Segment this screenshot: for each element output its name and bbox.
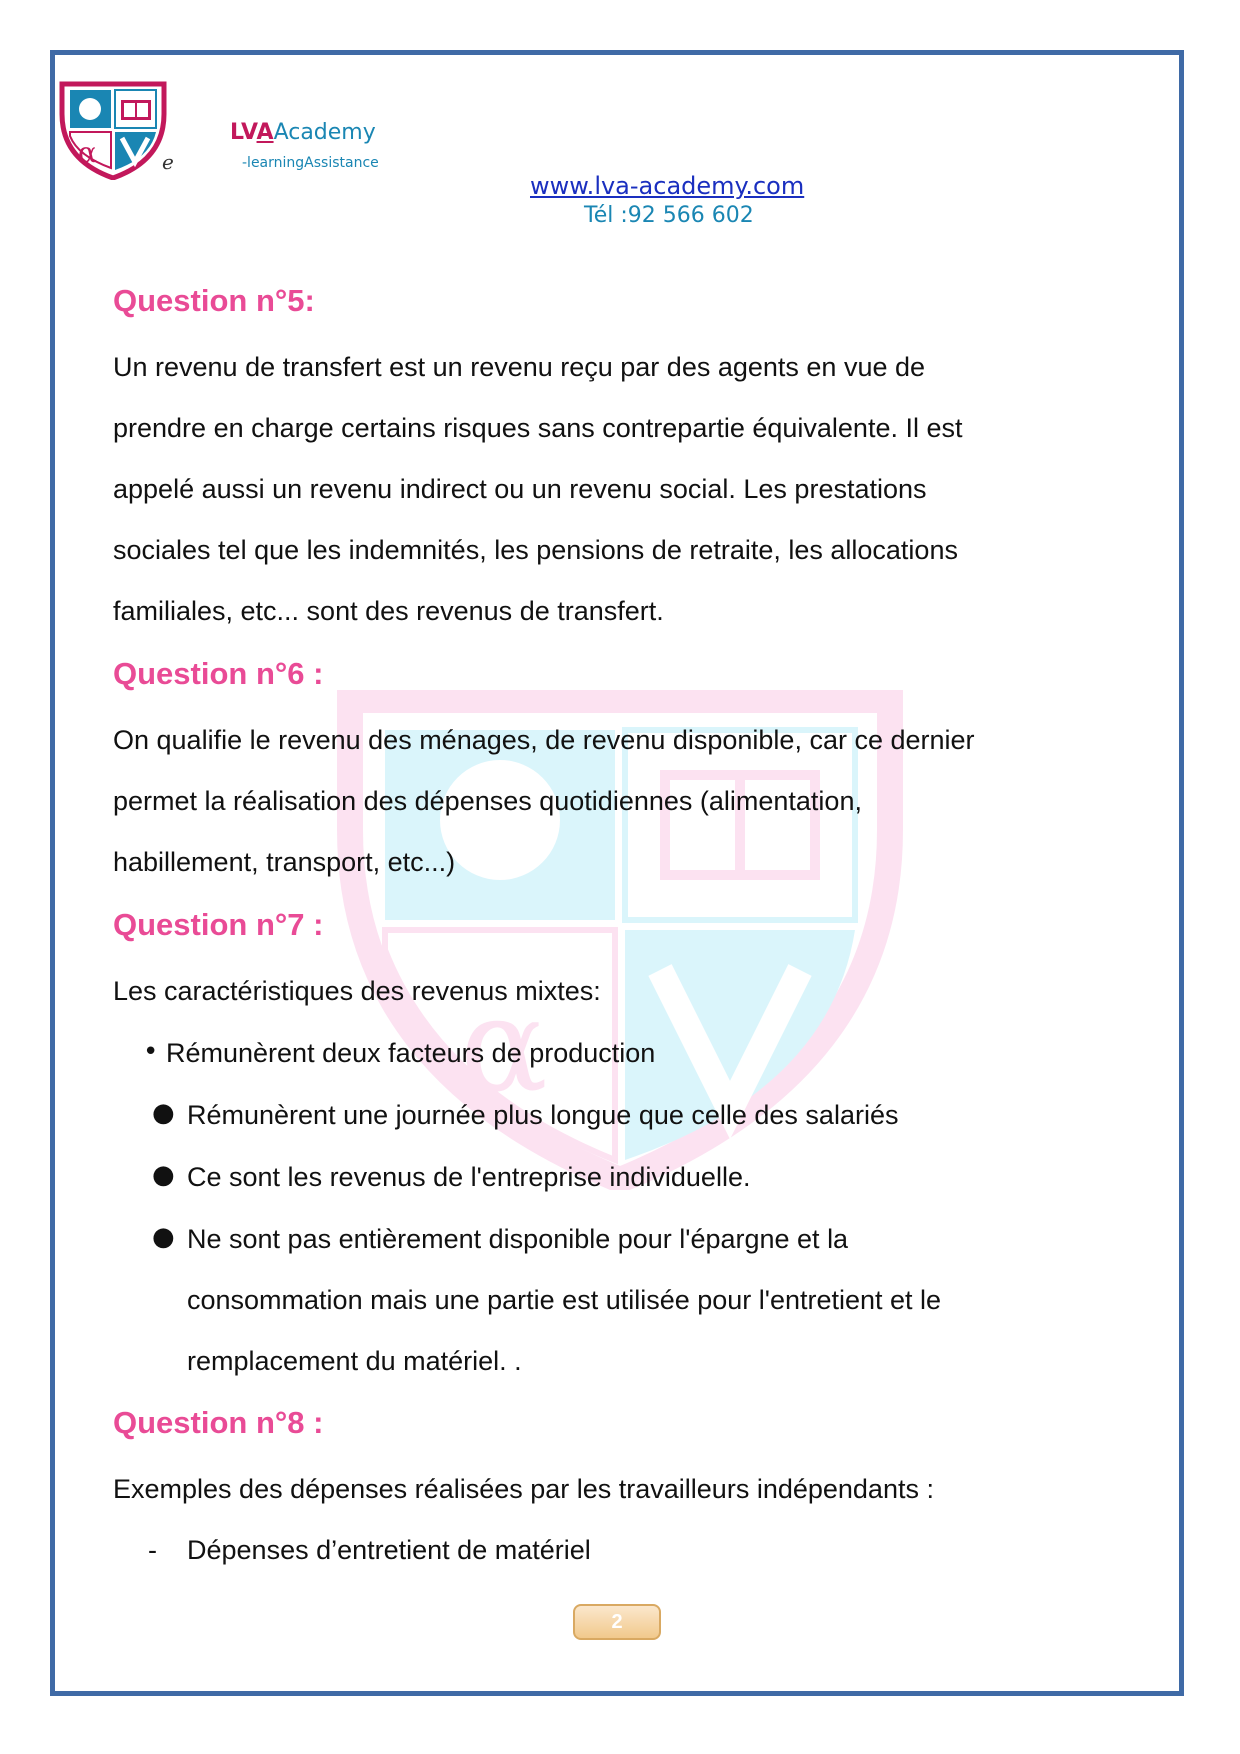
svg-text:α: α <box>78 136 97 169</box>
q7-bullet-item: Rémunèrent deux facteurs de production <box>166 1038 656 1068</box>
shield-logo-icon <box>58 80 168 180</box>
q5-line: prendre en charge certains risques sans contrepartie équivalente. Il est <box>113 413 963 443</box>
q7-bullet-item: Ne sont pas entièrement disponible pour l'épargne et la <box>187 1224 849 1254</box>
q5-line: sociales tel que les indemnités, les pensions de retraite, les allocations <box>113 535 958 565</box>
bullet-icon: ● <box>152 1160 175 1190</box>
brand-prefix: LV <box>230 120 257 145</box>
logo-e-letter: e <box>162 150 174 174</box>
q7-bullet-item: Rémunèrent une journée plus longue que celle des salariés <box>187 1100 899 1130</box>
question-7-title: Question n°7 : <box>113 907 324 942</box>
q7-bullet-item-continued: remplacement du matériel. . <box>187 1346 522 1376</box>
dash-icon: - <box>148 1535 157 1565</box>
question-5-title: Question n°5: <box>113 283 315 318</box>
page-number: 2 <box>573 1604 661 1640</box>
brand-subtitle: -learningAssistance <box>242 155 379 171</box>
bullet-icon: ● <box>152 1098 175 1128</box>
brand-suffix: Academy <box>273 120 376 145</box>
brand-name <box>230 120 376 145</box>
q7-bullet-item-continued: consommation mais une partie est utilisée pour l'entretient et le <box>187 1285 942 1315</box>
question-8-title: Question n°8 : <box>113 1405 324 1440</box>
q6-line: permet la réalisation des dépenses quotidiennes (alimentation, <box>113 786 862 816</box>
q7-intro: Les caractéristiques des revenus mixtes: <box>113 976 601 1006</box>
q8-intro: Exemples des dépenses réalisées par les travailleurs indépendants : <box>113 1474 934 1504</box>
brand-va: A <box>256 120 274 145</box>
q6-line: habillement, transport, etc...) <box>113 847 456 877</box>
q5-line: Un revenu de transfert est un revenu reçu par des agents en vue de <box>113 352 926 382</box>
phone-number: Tél :92 566 602 <box>584 203 754 228</box>
question-6-title: Question n°6 : <box>113 656 324 691</box>
bullet-icon: • <box>143 1037 159 1067</box>
q6-line: On qualifie le revenu des ménages, de revenu disponible, car ce dernier <box>113 725 975 755</box>
q8-dash-item: Dépenses d’entretient de matériel <box>187 1535 591 1565</box>
website-link[interactable]: www.lva-academy.com <box>530 172 805 200</box>
svg-text:α: α <box>460 969 548 1121</box>
bullet-icon: ● <box>152 1222 175 1252</box>
q5-line: familiales, etc... sont des revenus de transfert. <box>113 596 664 626</box>
q5-line: appelé aussi un revenu indirect ou un revenu social. Les prestations <box>113 474 927 504</box>
q7-bullet-item: Ce sont les revenus de l'entreprise individuelle. <box>187 1162 751 1192</box>
